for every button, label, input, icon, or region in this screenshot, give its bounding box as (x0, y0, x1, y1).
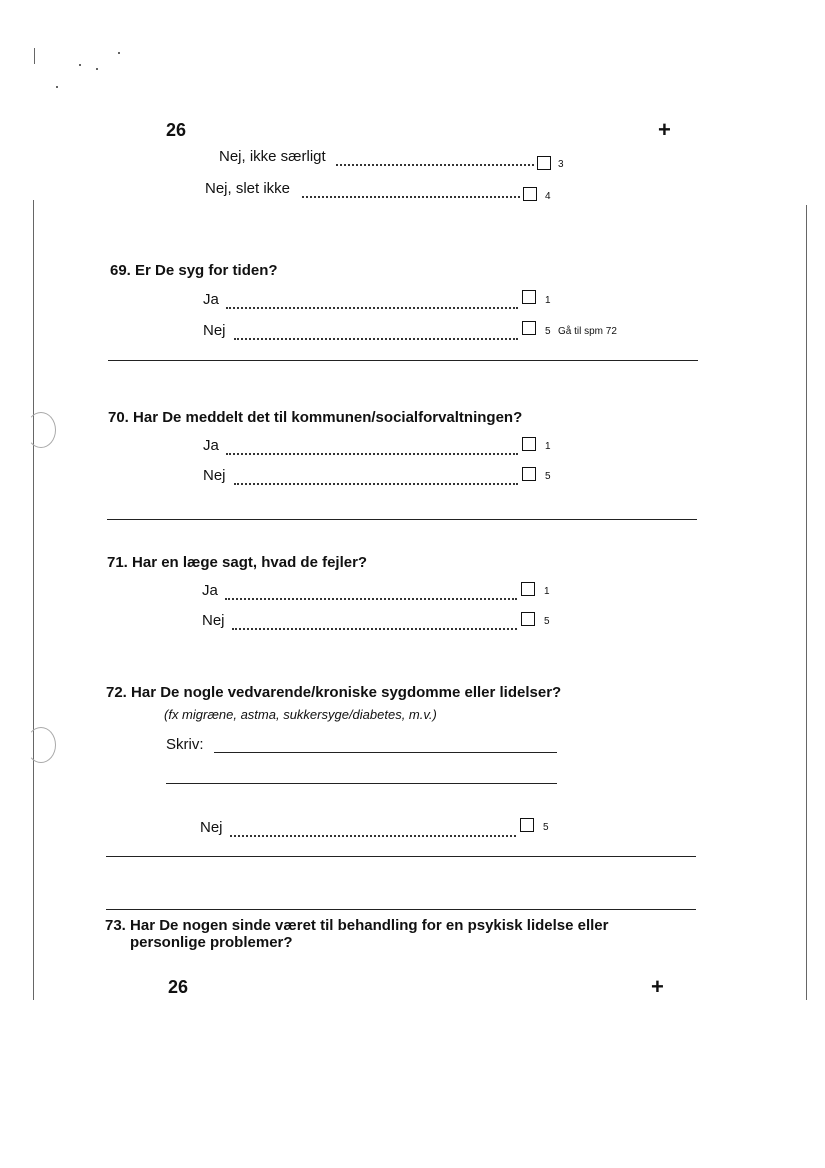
question-73-title-line-2: personlige problemer? (130, 934, 293, 951)
dot-leader (302, 196, 520, 198)
option-label: Nej (203, 322, 226, 339)
checkbox[interactable] (522, 437, 536, 451)
answer-code: 1 (544, 586, 550, 597)
option-label: Ja (203, 291, 219, 308)
punch-hole (26, 727, 56, 763)
option-label: Nej, ikke særligt (219, 148, 326, 165)
checkbox[interactable] (522, 321, 536, 335)
page-number-bottom: 26 (168, 977, 189, 997)
option-label: Nej (202, 612, 225, 629)
dot-leader (336, 164, 534, 166)
question-69-title: 69. Er De syg for tiden? (110, 262, 278, 279)
checkbox[interactable] (522, 290, 536, 304)
checkbox[interactable] (521, 582, 535, 596)
question-72-title: 72. Har De nogle vedvarende/kroniske sygdomme eller lidelser? (106, 684, 562, 701)
write-label: Skriv: (166, 736, 204, 753)
scan-speck (56, 86, 58, 88)
checkbox[interactable] (537, 156, 551, 170)
margin-tick (34, 48, 35, 64)
checkbox[interactable] (521, 612, 535, 626)
option-label: Nej (200, 819, 223, 836)
answer-code: 5 (545, 326, 551, 337)
scan-speck (79, 64, 81, 66)
right-margin-line (806, 205, 807, 1000)
question-71-title: 71. Har en læge sagt, hvad de fejler? (107, 554, 368, 571)
answer-code: 3 (558, 159, 564, 170)
answer-code: 5 (545, 471, 551, 482)
checkbox[interactable] (522, 467, 536, 481)
punch-hole (26, 412, 56, 448)
section-divider (108, 360, 698, 361)
answer-code: 4 (545, 191, 551, 202)
section-divider (107, 519, 697, 520)
answer-code: 5 (544, 616, 550, 627)
answer-code: 1 (545, 295, 551, 306)
question-70-title: 70. Har De meddelt det til kommunen/socialforvaltningen? (108, 409, 523, 426)
option-label: Ja (202, 582, 218, 599)
scan-speck (96, 68, 98, 70)
page-number-top: 26 (166, 120, 187, 140)
question-73-title-line-1: 73. Har De nogen sinde været til behandling for en psykisk lidelse eller (105, 917, 609, 934)
dot-leader (225, 598, 517, 600)
option-label: Ja (203, 437, 219, 454)
dot-leader (226, 453, 518, 455)
dot-leader (232, 628, 517, 630)
question-72-examples: (fx migræne, astma, sukkersyge/diabetes, m.v.) (164, 707, 437, 722)
answer-code: 5 (543, 822, 549, 833)
dot-leader (234, 338, 518, 340)
answer-code: 1 (545, 441, 551, 452)
dot-leader (226, 307, 518, 309)
registration-mark-bottom: + (651, 974, 664, 999)
option-label: Nej, slet ikke (205, 180, 291, 197)
section-divider (106, 856, 696, 857)
left-margin-line (33, 200, 34, 1000)
checkbox[interactable] (523, 187, 537, 201)
checkbox[interactable] (520, 818, 534, 832)
option-label: Nej (203, 467, 226, 484)
dot-leader (230, 835, 516, 837)
dot-leader (234, 483, 518, 485)
registration-mark-top: + (658, 117, 671, 142)
write-in-line-2[interactable] (166, 783, 557, 784)
skip-instruction: Gå til spm 72 (558, 326, 617, 337)
section-divider (106, 909, 696, 910)
scan-speck (118, 52, 120, 54)
write-in-line-1[interactable] (214, 752, 557, 753)
